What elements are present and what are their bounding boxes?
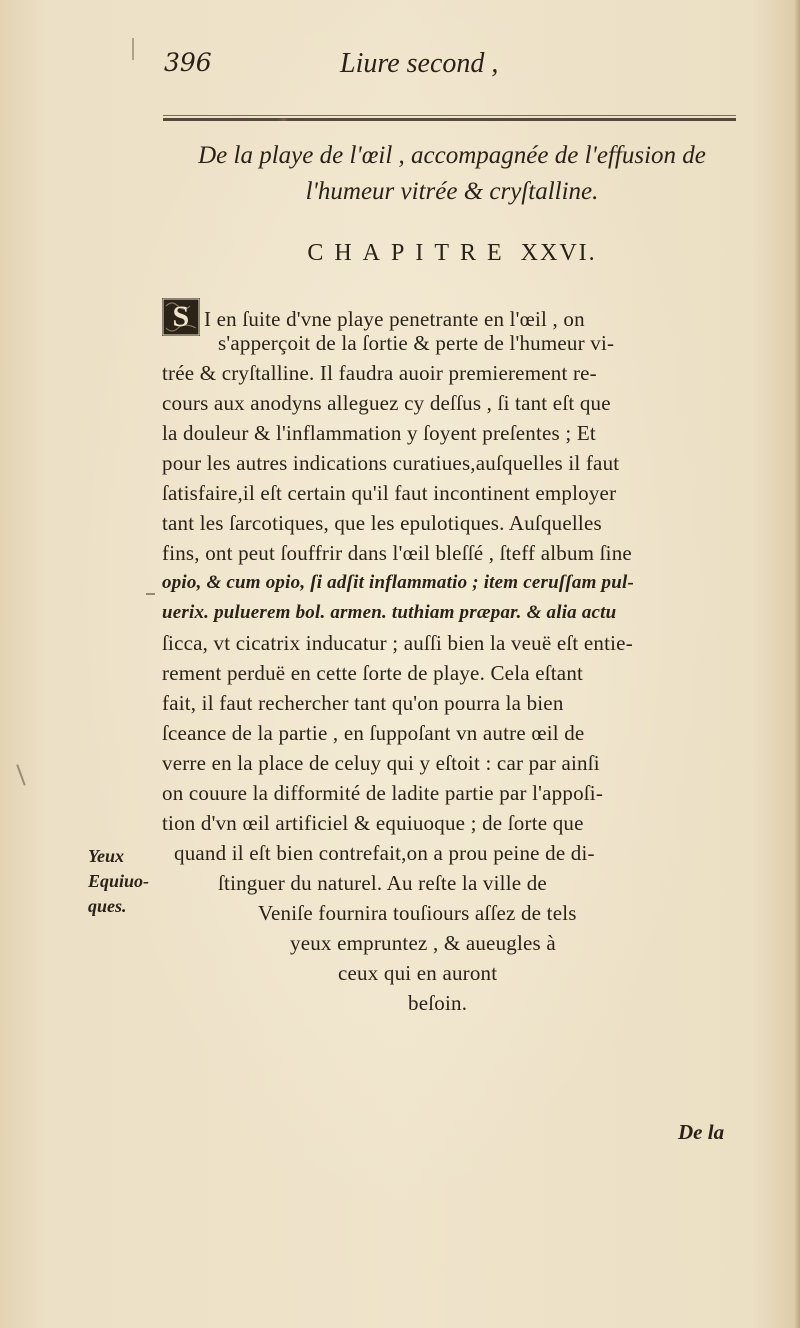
drop-cap [162,298,200,336]
book-section-title: Liure second , [340,48,499,79]
text-line: tant les ſarcotiques, que les epulotiques. Auſquelles [162,511,602,535]
text-line: ſatisfaire,il eſt certain qu'il faut incontinent employer [162,481,617,505]
text-line: ceux qui en auront [338,961,498,985]
header-rule [163,115,736,116]
text-line: beſoin. [408,991,468,1015]
text-line [162,298,742,333]
text-line: ſicca, vt cicatrix inducatur ; auſſi bien la veuë eſt entie- [162,631,633,655]
running-head [164,48,564,88]
text-line-latin: uerix. puluerem bol. armen. tuthiam præpar. & alia actu [162,602,617,623]
chapter-heading [162,240,742,267]
text-line: verre en la place de celuy qui y eſtoit : car par ainſi [162,751,600,775]
section-title-line: l'humeur vitrée & cryſtalline. [305,178,599,205]
text-line: fait, il faut rechercher tant qu'on pourra la bien [162,691,564,715]
text-line: s'apperçoit de la ſortie & perte de l'humeur vi- [218,331,615,355]
text-line: yeux empruntez , & aueugles à [290,931,556,955]
chapter-number: XXVI. [520,240,597,266]
text-line: fins, ont peut ſouffrir dans l'œil bleſſé , ſteff album ſine [162,541,632,565]
text-line: quand il eſt bien contrefait,on a prou peine de di- [174,841,595,865]
text-line: la douleur & l'inflammation y ſoyent preſentes ; Et [162,421,596,445]
text-line: cours aux anodyns alleguez cy deſſus , ſi tant eſt que [162,391,611,415]
text-line: pour les autres indications curatiues,auſquelles il faut [162,451,620,475]
ink-mark [16,764,25,785]
text-line-latin: opio, & cum opio, ſi adſit inflammatio ; item ceruſſam pul- [162,572,635,593]
margin-note-line: Yeux [88,846,124,866]
drop-cap-letter: S [172,300,190,333]
text-line: ſceance de la partie , en ſuppoſant vn autre œil de [162,721,585,745]
section-title-line: De la playe de l'œil , accompagnée de l'effusion de [198,142,706,169]
margin-note-line: ques. [88,896,127,916]
catchword: De la [678,1120,725,1144]
text-line: on couure la difformité de ladite partie par l'appoſi- [162,781,604,805]
header-rule [163,118,736,121]
text-line: tion d'vn œil artificiel & equiuoque ; de ſorte que [162,811,584,835]
margin-note-line: Equiuo- [88,871,150,891]
text-line-content: I en ſuite d'vne playe penetrante en l'œil , on [204,307,585,331]
chapter-word: CHAPITRE [307,240,513,266]
section-title [162,138,742,210]
ink-mark [146,593,155,595]
ink-mark [132,38,134,60]
page-number: 396 [164,48,212,77]
text-line: rement perduë en cette ſorte de playe. Cela eſtant [162,661,584,685]
page-edge-shadow [794,0,800,1328]
text-line: Veniſe fournira touſiours aſſez de tels [258,901,577,925]
body-text [162,298,742,1018]
text-line: ſtinguer du naturel. Au reſte la ville de [218,871,547,895]
margin-note [88,844,149,919]
text-line: trée & cryſtalline. Il faudra auoir premierement re- [162,361,597,385]
